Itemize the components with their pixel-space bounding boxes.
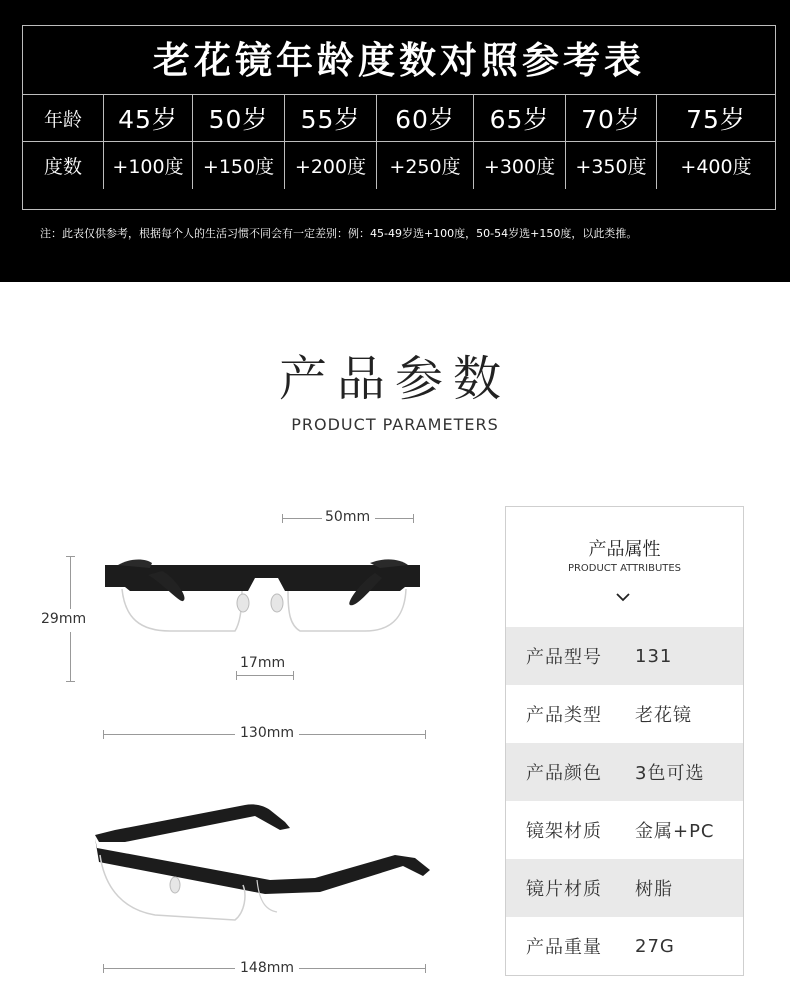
age-cell: 65岁: [473, 95, 565, 141]
frame-width-line-left: [103, 734, 235, 735]
attribute-key: 产品型号: [526, 647, 602, 668]
lens-height-label: 29mm: [41, 611, 87, 627]
lens-height-line-bottom: [70, 632, 71, 682]
chevron-down-icon: [614, 591, 632, 603]
age-degree-table: [22, 25, 776, 210]
lens-height-line-top: [70, 556, 71, 609]
attribute-row: [506, 859, 743, 917]
attributes-subtitle: PRODUCT ATTRIBUTES: [567, 563, 682, 574]
age-cell: 75岁: [656, 95, 775, 141]
age-cell: 50岁: [192, 95, 284, 141]
glasses-side-image: [85, 800, 435, 925]
attribute-value: 金属+PC: [635, 821, 715, 842]
glasses-front-image: [100, 553, 430, 638]
table-title: 老花镜年龄度数对照参考表: [23, 26, 775, 95]
table-note: 注：此表仅供参考，根据每个人的生活习惯不同会有一定差别：例：45-49岁选+100度，50-54岁选+150度，以此类推。: [40, 227, 638, 240]
tick: [282, 514, 283, 523]
degree-cell: +100度: [103, 142, 192, 189]
degree-cell: +150度: [192, 142, 284, 189]
tick: [293, 671, 294, 680]
tick: [413, 514, 414, 523]
frame-width-label: 130mm: [240, 725, 294, 741]
attribute-key: 镜片材质: [526, 879, 602, 900]
temple-length-label: 148mm: [240, 960, 294, 976]
degree-row: [23, 142, 775, 189]
frame-width-line-right: [299, 734, 425, 735]
attributes-title: 产品属性: [588, 539, 661, 560]
attribute-key: 产品类型: [526, 705, 602, 726]
bridge-line: [236, 675, 294, 676]
attribute-value: 老花镜: [635, 705, 692, 726]
tick: [236, 671, 237, 680]
attribute-key: 产品颜色: [526, 763, 602, 784]
degree-cell: +350度: [565, 142, 656, 189]
tick: [425, 730, 426, 739]
attribute-key: 镜架材质: [526, 821, 602, 842]
section-subtitle: PRODUCT PARAMETERS: [291, 415, 499, 434]
attribute-row: [506, 743, 743, 801]
lens-width-line-left: [282, 518, 322, 519]
attribute-row: [506, 627, 743, 685]
tick: [103, 964, 104, 973]
attribute-key: 产品重量: [526, 937, 602, 958]
age-cell: 70岁: [565, 95, 656, 141]
attribute-value: 27G: [635, 935, 675, 957]
age-label: 年龄: [43, 108, 82, 131]
age-degree-banner: [0, 0, 790, 282]
product-attributes-panel: [505, 506, 744, 976]
attribute-row: [506, 917, 743, 975]
degree-cell: +250度: [376, 142, 473, 189]
age-cell: 55岁: [284, 95, 376, 141]
lens-width-line-right: [375, 518, 413, 519]
attribute-value: 3色可选: [635, 763, 705, 784]
degree-label: 度数: [43, 156, 82, 178]
section-title: 产品参数: [278, 351, 511, 407]
attribute-value: 树脂: [635, 879, 673, 900]
attribute-row: [506, 685, 743, 743]
lens-width-label: 50mm: [325, 509, 371, 525]
tick: [425, 964, 426, 973]
degree-cell: +300度: [473, 142, 565, 189]
tick: [66, 681, 75, 682]
age-cell: 60岁: [376, 95, 473, 141]
temple-length-line-right: [299, 968, 425, 969]
tick: [66, 556, 75, 557]
attribute-row: [506, 801, 743, 859]
age-row: [23, 95, 775, 142]
tick: [103, 730, 104, 739]
degree-cell: +400度: [656, 142, 775, 189]
temple-length-line-left: [103, 968, 235, 969]
bridge-label: 17mm: [240, 655, 286, 671]
age-cell: 45岁: [103, 95, 192, 141]
degree-cell: +200度: [284, 142, 376, 189]
attribute-value: 131: [635, 645, 673, 667]
